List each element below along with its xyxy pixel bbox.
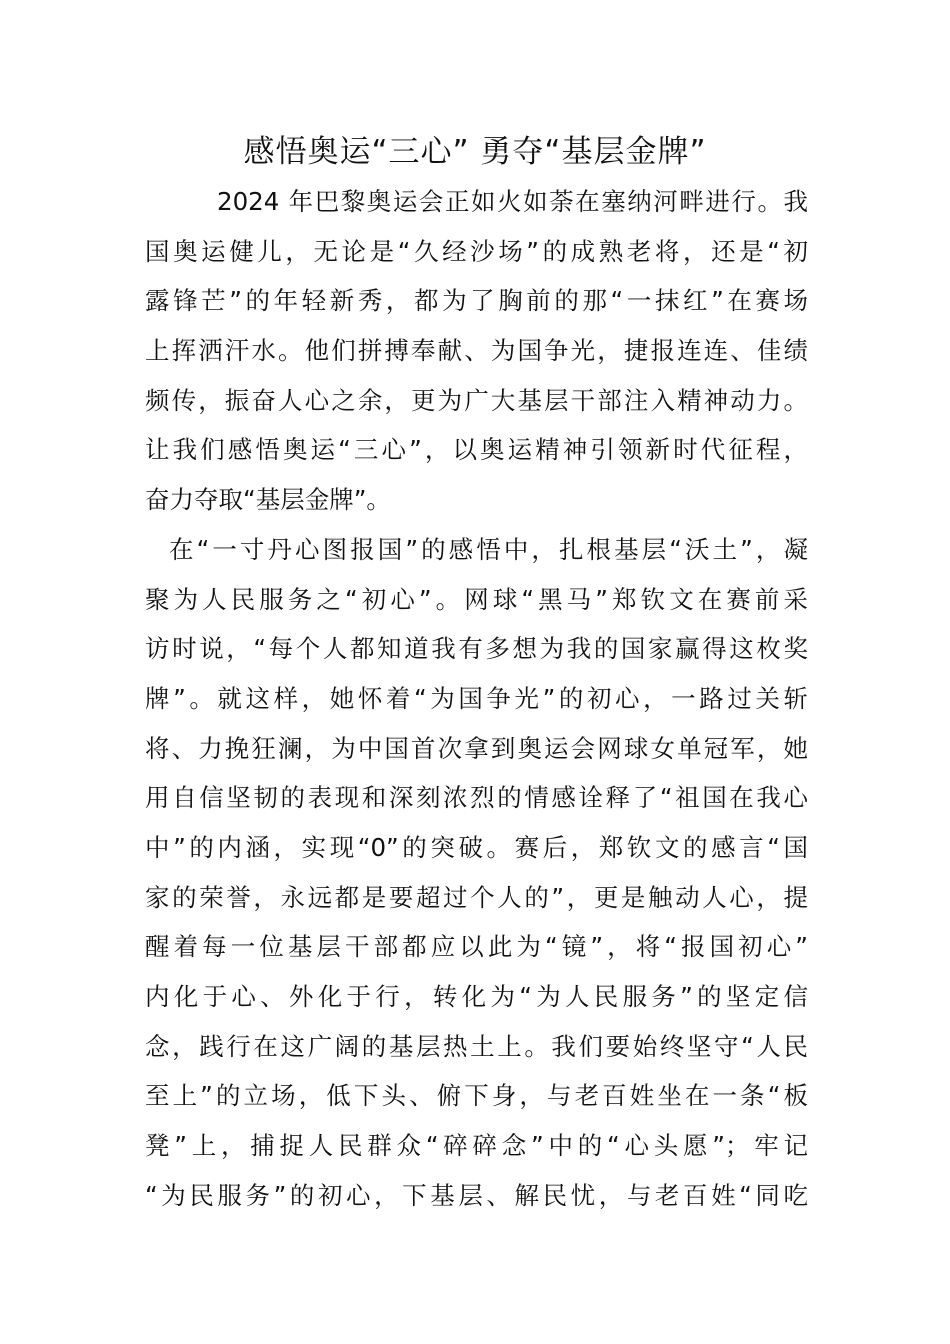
document-title: 感悟奥运“三心” 勇夺“基层金牌”	[243, 134, 707, 170]
text-line: 凳”上，捕捉人民群众“碎碎念”中的“心头愿”；牢记	[145, 1131, 808, 1161]
text-line: 访时说，“每个人都知道我有多想为我的国家赢得这枚奖	[145, 634, 808, 664]
text-line: 用自信坚韧的表现和深刻浓烈的情感诠释了“祖国在我心	[145, 783, 808, 813]
text-line: 上挥洒汗水。他们拼搏奉献、为国争光，捷报连连、佳绩	[145, 336, 808, 366]
text-line: 内化于心、外化于行，转化为“为人民服务”的坚定信	[145, 982, 808, 1011]
text-line: 聚为人民服务之“初心”。网球“黑马”郑钦文在赛前采	[145, 584, 808, 614]
text-line: “为民服务”的初心，下基层、解民忧，与老百姓“同吃	[145, 1180, 808, 1210]
text-line: 念，践行在这广阔的基层热土上。我们要始终坚守“人民	[145, 1031, 808, 1061]
text-line: 牌”。就这样，她怀着“为国争光”的初心，一路过关斩	[145, 683, 808, 713]
document-body	[145, 177, 808, 1220]
text-line: 让我们感悟奥运“三心”，以奥运精神引领新时代征程，	[145, 435, 808, 465]
text-line: 国奥运健儿，无论是“久经沙场”的成熟老将，还是“初	[145, 236, 808, 266]
text-line: 醒着每一位基层干部都应以此为“镜”，将“报国初心”	[145, 932, 808, 962]
text-line: 奋力夺取“基层金牌”。	[145, 485, 391, 515]
text-line: 2024 年巴黎奥运会正如火如荼在塞纳河畔进行。我	[217, 187, 808, 216]
text-line: 频传，振奋人心之余，更为广大基层干部注入精神动力。	[145, 385, 808, 415]
paragraph-first-heart	[145, 525, 808, 1221]
text-line: 家的荣誉，永远都是要超过个人的”，更是触动人心，提	[145, 882, 808, 912]
text-line: 至上”的立场，低下头、俯下身，与老百姓坐在一条“板	[145, 1081, 808, 1111]
text-line: 露锋芒”的年轻新秀，都为了胸前的那“一抹红”在赛场	[145, 286, 808, 316]
text-line: 中”的内涵，实现“0”的突破。赛后，郑钦文的感言“国	[145, 832, 808, 862]
text-line: 在“一寸丹心图报国”的感悟中，扎根基层“沃土”，凝	[169, 534, 808, 564]
paragraph-intro	[145, 177, 808, 525]
text-line: 将、力挽狂澜，为中国首次拿到奥运会网球女单冠军，她	[145, 733, 808, 763]
